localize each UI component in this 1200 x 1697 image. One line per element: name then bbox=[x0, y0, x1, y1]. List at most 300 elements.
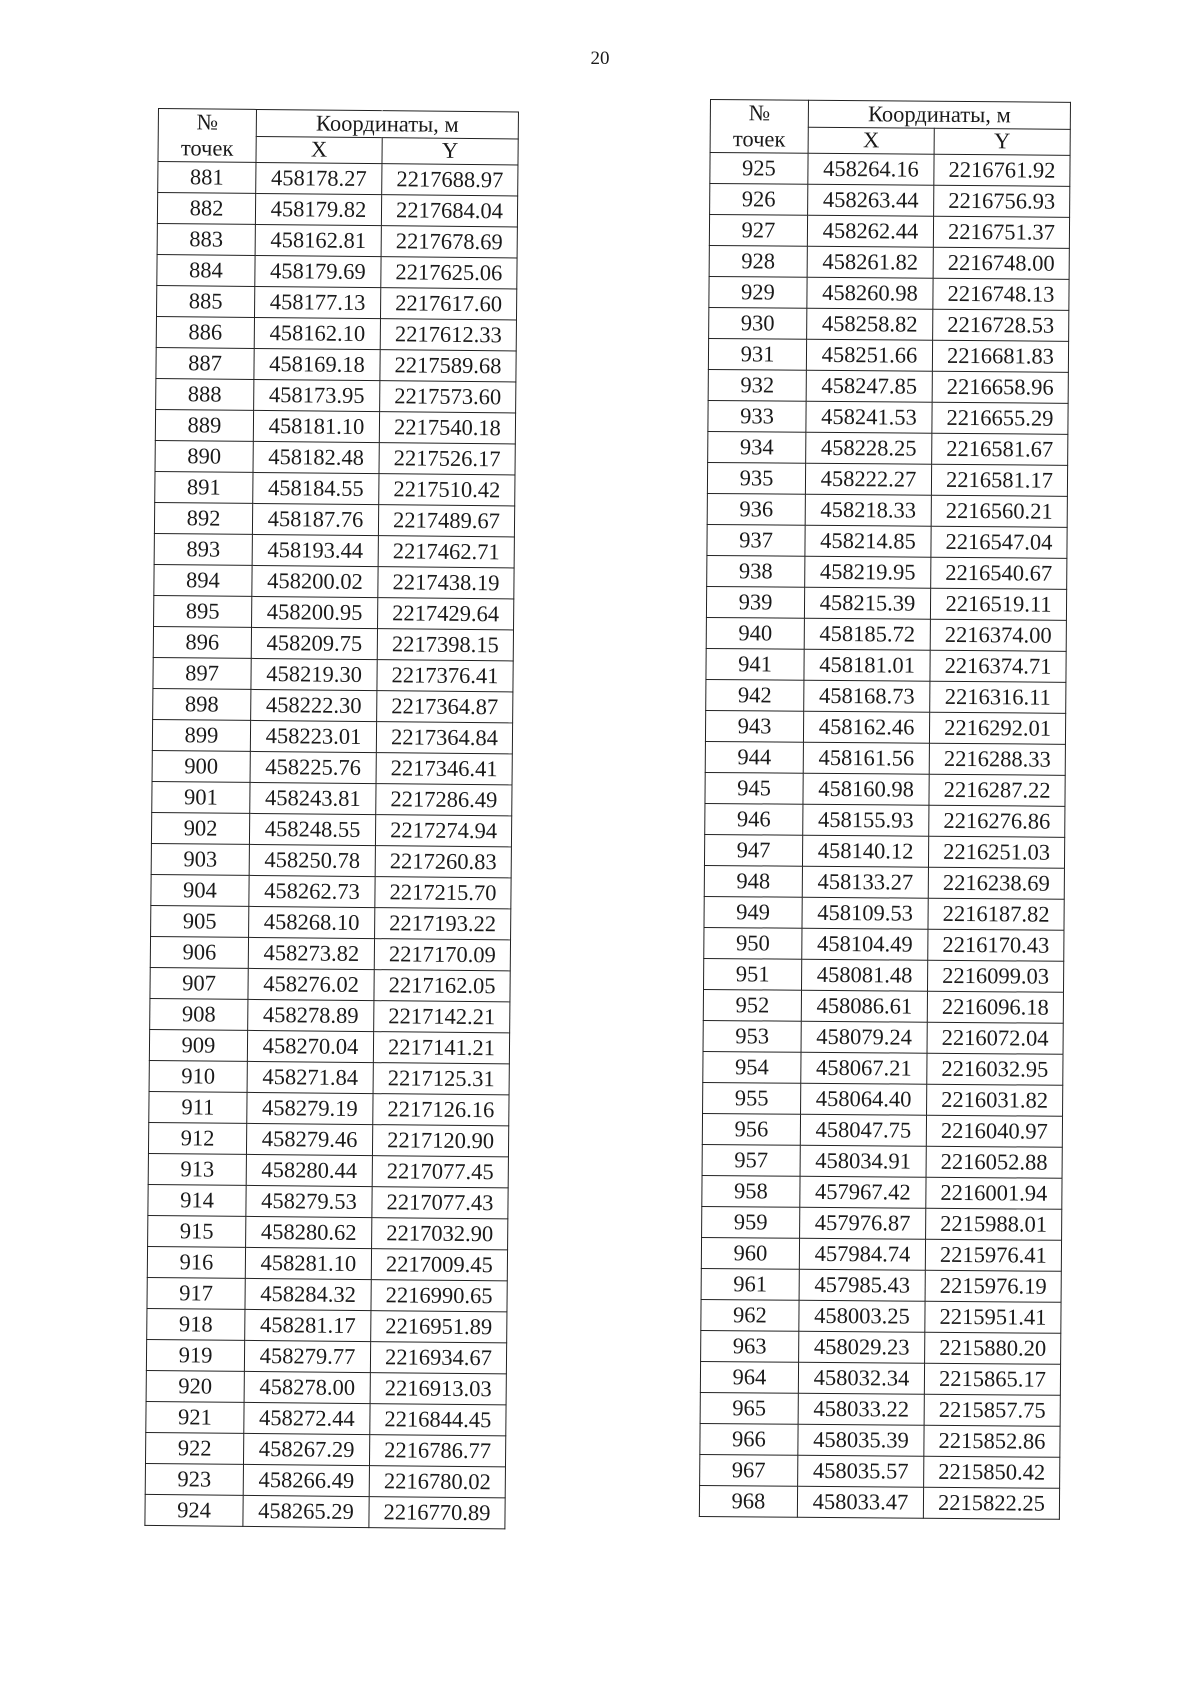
point-number-cell: 959 bbox=[702, 1206, 800, 1238]
y-coordinate-cell: 2216072.04 bbox=[927, 1022, 1063, 1054]
table-row bbox=[145, 1463, 505, 1497]
point-number-cell: 897 bbox=[153, 657, 251, 689]
point-number-cell: 891 bbox=[155, 471, 253, 503]
point-number-cell: 884 bbox=[157, 254, 255, 286]
x-coordinate-cell: 458266.49 bbox=[243, 1464, 369, 1496]
table-row bbox=[148, 1122, 508, 1156]
table-row bbox=[709, 245, 1069, 279]
number-sign-label: № bbox=[748, 100, 771, 126]
y-coordinate-cell: 2217376.41 bbox=[377, 660, 513, 692]
x-coordinate-cell: 458271.84 bbox=[247, 1061, 373, 1093]
point-number-cell: 928 bbox=[709, 245, 807, 277]
table-row bbox=[151, 874, 511, 908]
table-row bbox=[148, 1215, 508, 1249]
y-coordinate-cell: 2216052.88 bbox=[926, 1146, 1062, 1178]
table-row bbox=[149, 1091, 509, 1125]
table-row bbox=[701, 1237, 1061, 1271]
y-coordinate-cell: 2216990.65 bbox=[371, 1280, 507, 1312]
point-number-cell: 947 bbox=[704, 834, 802, 866]
x-coordinate-cell: 458181.01 bbox=[804, 649, 930, 681]
x-coordinate-cell: 458222.27 bbox=[805, 463, 931, 495]
table-row bbox=[701, 1330, 1061, 1364]
y-coordinate-cell: 2215857.75 bbox=[924, 1394, 1060, 1426]
x-coordinate-cell: 458162.46 bbox=[803, 711, 929, 743]
x-coordinate-cell: 458228.25 bbox=[806, 432, 932, 464]
table-row bbox=[154, 564, 514, 598]
y-coordinate-cell: 2216032.95 bbox=[927, 1053, 1063, 1085]
table-row bbox=[152, 750, 512, 784]
y-coordinate-cell: 2217170.09 bbox=[374, 939, 510, 971]
x-coordinate-cell: 458003.25 bbox=[799, 1300, 925, 1332]
x-coordinate-cell: 458035.57 bbox=[798, 1455, 924, 1487]
x-coordinate-cell: 457984.74 bbox=[799, 1238, 925, 1270]
y-coordinate-cell: 2217193.22 bbox=[375, 908, 511, 940]
table-row bbox=[706, 679, 1066, 713]
point-number-cell: 923 bbox=[145, 1463, 243, 1495]
table-row bbox=[707, 524, 1067, 558]
x-coordinate-cell: 458279.19 bbox=[247, 1092, 373, 1124]
point-number-header bbox=[710, 100, 808, 154]
y-coordinate-cell: 2216251.03 bbox=[928, 836, 1064, 868]
x-coordinate-cell: 458185.72 bbox=[804, 618, 930, 650]
x-coordinate-cell: 458162.81 bbox=[255, 224, 381, 256]
x-coordinate-cell: 458035.39 bbox=[798, 1424, 924, 1456]
point-number-cell: 931 bbox=[708, 338, 806, 370]
y-coordinate-cell: 2215852.86 bbox=[924, 1425, 1060, 1457]
point-number-cell: 958 bbox=[702, 1175, 800, 1207]
x-header: X bbox=[256, 136, 382, 164]
y-coordinate-cell: 2217274.94 bbox=[375, 815, 511, 847]
y-header: Y bbox=[934, 128, 1070, 156]
table-row bbox=[710, 184, 1070, 218]
point-number-cell: 920 bbox=[146, 1370, 244, 1402]
x-coordinate-cell: 458258.82 bbox=[807, 308, 933, 340]
x-coordinate-cell: 458268.10 bbox=[249, 906, 375, 938]
table-row bbox=[710, 153, 1070, 187]
point-number-cell: 941 bbox=[706, 648, 804, 680]
x-coordinate-cell: 458243.81 bbox=[250, 782, 376, 814]
x-coordinate-cell: 458187.76 bbox=[252, 503, 378, 535]
number-sign-label: № bbox=[196, 109, 219, 135]
y-coordinate-cell: 2217540.18 bbox=[379, 412, 515, 444]
point-number-cell: 901 bbox=[152, 781, 250, 813]
coordinates-header: Координаты, м bbox=[808, 100, 1070, 129]
y-coordinate-cell: 2217215.70 bbox=[375, 877, 511, 909]
y-coordinate-cell: 2215976.41 bbox=[925, 1239, 1061, 1271]
x-coordinate-cell: 458179.69 bbox=[255, 255, 381, 287]
table-row bbox=[145, 1494, 505, 1528]
point-number-cell: 890 bbox=[155, 440, 253, 472]
y-coordinate-cell: 2217286.49 bbox=[376, 784, 512, 816]
y-coordinate-cell: 2216748.00 bbox=[933, 247, 1069, 279]
table-row bbox=[146, 1401, 506, 1435]
point-number-cell: 912 bbox=[148, 1122, 246, 1154]
table-row bbox=[706, 617, 1066, 651]
table-row bbox=[701, 1268, 1061, 1302]
y-coordinate-cell: 2216540.67 bbox=[931, 557, 1067, 589]
table-row bbox=[156, 347, 516, 381]
x-coordinate-cell: 458264.16 bbox=[808, 153, 934, 185]
point-number-cell: 934 bbox=[708, 431, 806, 463]
y-coordinate-cell: 2215850.42 bbox=[924, 1456, 1060, 1488]
y-coordinate-cell: 2217510.42 bbox=[379, 474, 515, 506]
point-number-cell: 922 bbox=[145, 1432, 243, 1464]
point-number-cell: 951 bbox=[704, 958, 802, 990]
table-row bbox=[148, 1184, 508, 1218]
table-row bbox=[708, 400, 1068, 434]
table-row bbox=[701, 1299, 1061, 1333]
x-coordinate-cell: 458173.95 bbox=[254, 379, 380, 411]
point-number-cell: 952 bbox=[703, 989, 801, 1021]
point-number-cell: 902 bbox=[151, 812, 249, 844]
table-body-left bbox=[145, 162, 518, 1529]
point-number-cell: 944 bbox=[705, 741, 803, 773]
point-number-cell: 926 bbox=[710, 184, 808, 216]
y-coordinate-cell: 2216560.21 bbox=[931, 495, 1067, 527]
point-number-cell: 930 bbox=[709, 307, 807, 339]
y-coordinate-cell: 2216292.01 bbox=[929, 712, 1065, 744]
table-row bbox=[705, 741, 1065, 775]
x-coordinate-cell: 458262.73 bbox=[249, 875, 375, 907]
y-coordinate-cell: 2217009.45 bbox=[371, 1249, 507, 1281]
point-number-cell: 911 bbox=[149, 1091, 247, 1123]
x-coordinate-cell: 458047.75 bbox=[800, 1114, 926, 1146]
x-coordinate-cell: 458218.33 bbox=[805, 494, 931, 526]
y-coordinate-cell: 2217346.41 bbox=[376, 753, 512, 785]
y-coordinate-cell: 2217141.21 bbox=[373, 1032, 509, 1064]
x-coordinate-cell: 458241.53 bbox=[806, 401, 932, 433]
y-coordinate-cell: 2217438.19 bbox=[378, 567, 514, 599]
table-row bbox=[704, 896, 1064, 930]
table-row bbox=[152, 781, 512, 815]
table-row bbox=[157, 193, 517, 227]
point-number-cell: 938 bbox=[707, 555, 805, 587]
x-coordinate-cell: 458168.73 bbox=[804, 680, 930, 712]
x-coordinate-cell: 458033.22 bbox=[798, 1393, 924, 1425]
table-row bbox=[700, 1423, 1060, 1457]
y-coordinate-cell: 2217126.16 bbox=[373, 1094, 509, 1126]
y-coordinate-cell: 2216040.97 bbox=[926, 1115, 1062, 1147]
x-coordinate-cell: 458260.98 bbox=[807, 277, 933, 309]
point-number-cell: 948 bbox=[704, 865, 802, 897]
point-number-cell: 946 bbox=[705, 803, 803, 835]
table-row bbox=[156, 316, 516, 350]
y-coordinate-cell: 2217364.87 bbox=[377, 691, 513, 723]
point-number-cell: 962 bbox=[701, 1299, 799, 1331]
y-coordinate-cell: 2216913.03 bbox=[370, 1373, 506, 1405]
y-coordinate-cell: 2216001.94 bbox=[926, 1177, 1062, 1209]
y-coordinate-cell: 2215951.41 bbox=[925, 1301, 1061, 1333]
point-number-cell: 937 bbox=[707, 524, 805, 556]
x-coordinate-cell: 457976.87 bbox=[800, 1207, 926, 1239]
y-coordinate-cell: 2216934.67 bbox=[370, 1342, 506, 1374]
point-number-cell: 968 bbox=[699, 1485, 797, 1517]
point-number-cell: 886 bbox=[156, 316, 254, 348]
table-row bbox=[151, 905, 511, 939]
point-number-cell: 955 bbox=[703, 1082, 801, 1114]
table-row bbox=[703, 1020, 1063, 1054]
x-coordinate-cell: 458029.23 bbox=[799, 1331, 925, 1363]
x-coordinate-cell: 458067.21 bbox=[801, 1052, 927, 1084]
point-number-cell: 909 bbox=[149, 1029, 247, 1061]
y-header: Y bbox=[382, 137, 518, 165]
table-row bbox=[705, 772, 1065, 806]
y-coordinate-cell: 2217032.90 bbox=[372, 1218, 508, 1250]
table-row bbox=[699, 1485, 1059, 1519]
y-coordinate-cell: 2216374.00 bbox=[930, 619, 1066, 651]
table-row bbox=[707, 555, 1067, 589]
point-number-cell: 925 bbox=[710, 153, 808, 185]
x-coordinate-cell: 458133.27 bbox=[802, 866, 928, 898]
y-coordinate-cell: 2217589.68 bbox=[380, 350, 516, 382]
table-row bbox=[150, 936, 510, 970]
x-coordinate-cell: 458284.32 bbox=[245, 1278, 371, 1310]
y-coordinate-cell: 2216287.22 bbox=[929, 774, 1065, 806]
table-row bbox=[150, 998, 510, 1032]
x-coordinate-cell: 458267.29 bbox=[243, 1433, 369, 1465]
point-number-cell: 933 bbox=[708, 400, 806, 432]
table-row bbox=[702, 1175, 1062, 1209]
x-coordinate-cell: 458279.46 bbox=[246, 1123, 372, 1155]
table-row bbox=[709, 307, 1069, 341]
y-coordinate-cell: 2217077.45 bbox=[372, 1156, 508, 1188]
table-row bbox=[155, 409, 515, 443]
x-coordinate-cell: 458278.89 bbox=[248, 999, 374, 1031]
table-row bbox=[146, 1339, 506, 1373]
point-number-cell: 939 bbox=[706, 586, 804, 618]
point-number-cell: 940 bbox=[706, 617, 804, 649]
table-row bbox=[153, 626, 513, 660]
y-coordinate-cell: 2216099.03 bbox=[927, 960, 1063, 992]
x-coordinate-cell: 458225.76 bbox=[250, 751, 376, 783]
point-number-cell: 945 bbox=[705, 772, 803, 804]
x-coordinate-cell: 458193.44 bbox=[252, 534, 378, 566]
point-number-cell: 917 bbox=[147, 1277, 245, 1309]
x-coordinate-cell: 458032.34 bbox=[798, 1362, 924, 1394]
coordinates-table-left bbox=[144, 108, 519, 1529]
point-number-cell: 964 bbox=[700, 1361, 798, 1393]
y-coordinate-cell: 2217429.64 bbox=[378, 598, 514, 630]
y-coordinate-cell: 2215988.01 bbox=[926, 1208, 1062, 1240]
x-coordinate-cell: 458262.44 bbox=[807, 215, 933, 247]
y-coordinate-cell: 2216374.71 bbox=[930, 650, 1066, 682]
table-row bbox=[700, 1392, 1060, 1426]
x-coordinate-cell: 458182.48 bbox=[253, 441, 379, 473]
table-row bbox=[151, 812, 511, 846]
table-row bbox=[707, 493, 1067, 527]
table-row bbox=[145, 1432, 505, 1466]
point-number-cell: 893 bbox=[154, 533, 252, 565]
table-row bbox=[709, 215, 1069, 249]
point-number-cell: 908 bbox=[150, 998, 248, 1030]
point-number-cell: 936 bbox=[707, 493, 805, 525]
x-coordinate-cell: 458251.66 bbox=[806, 339, 932, 371]
point-number-header bbox=[158, 109, 257, 163]
point-number-cell: 932 bbox=[708, 369, 806, 401]
table-row bbox=[704, 927, 1064, 961]
y-coordinate-cell: 2215976.19 bbox=[925, 1270, 1061, 1302]
x-coordinate-cell: 458272.44 bbox=[244, 1402, 370, 1434]
y-coordinate-cell: 2215865.17 bbox=[924, 1363, 1060, 1395]
x-coordinate-cell: 458279.53 bbox=[246, 1185, 372, 1217]
y-coordinate-cell: 2216780.02 bbox=[369, 1466, 505, 1498]
table-body-right bbox=[699, 153, 1070, 1520]
point-number-cell: 929 bbox=[709, 276, 807, 308]
y-coordinate-cell: 2216238.69 bbox=[928, 867, 1064, 899]
table-row bbox=[157, 254, 517, 288]
x-coordinate-cell: 458215.39 bbox=[804, 587, 930, 619]
x-coordinate-cell: 458219.30 bbox=[251, 658, 377, 690]
point-number-cell: 942 bbox=[706, 679, 804, 711]
y-coordinate-cell: 2216951.89 bbox=[371, 1311, 507, 1343]
table-row bbox=[149, 1060, 509, 1094]
y-coordinate-cell: 2217688.97 bbox=[382, 164, 518, 196]
table-row bbox=[153, 688, 513, 722]
y-coordinate-cell: 2217162.05 bbox=[374, 970, 510, 1002]
table-row bbox=[707, 462, 1067, 496]
table-row bbox=[156, 378, 516, 412]
y-coordinate-cell: 2217125.31 bbox=[373, 1063, 509, 1095]
table-row bbox=[149, 1029, 509, 1063]
table-row bbox=[703, 989, 1063, 1023]
point-number-cell: 965 bbox=[700, 1392, 798, 1424]
y-coordinate-cell: 2217625.06 bbox=[381, 257, 517, 289]
point-number-cell: 894 bbox=[154, 564, 252, 596]
x-coordinate-cell: 458184.55 bbox=[253, 472, 379, 504]
y-coordinate-cell: 2216756.93 bbox=[934, 185, 1070, 217]
y-coordinate-cell: 2217462.71 bbox=[378, 536, 514, 568]
table-row bbox=[708, 369, 1068, 403]
point-number-cell: 905 bbox=[151, 905, 249, 937]
y-coordinate-cell: 2215822.25 bbox=[923, 1487, 1059, 1519]
y-coordinate-cell: 2217260.83 bbox=[375, 846, 511, 878]
table-row bbox=[704, 958, 1064, 992]
x-header: X bbox=[808, 127, 934, 154]
x-coordinate-cell: 458276.02 bbox=[248, 968, 374, 1000]
x-coordinate-cell: 458179.82 bbox=[255, 193, 381, 225]
point-number-cell: 907 bbox=[150, 967, 248, 999]
point-number-cell: 882 bbox=[157, 193, 255, 225]
point-number-cell: 961 bbox=[701, 1268, 799, 1300]
table-row bbox=[151, 843, 511, 877]
point-number-cell: 896 bbox=[153, 626, 251, 658]
point-number-cell: 885 bbox=[156, 285, 254, 317]
point-number-cell: 899 bbox=[152, 719, 250, 751]
point-number-cell: 919 bbox=[146, 1339, 244, 1371]
point-number-cell: 950 bbox=[704, 927, 802, 959]
x-coordinate-cell: 458200.95 bbox=[252, 596, 378, 628]
point-number-cell: 943 bbox=[705, 710, 803, 742]
table-row bbox=[709, 276, 1069, 310]
table-row bbox=[705, 710, 1065, 744]
x-coordinate-cell: 458177.13 bbox=[254, 286, 380, 318]
x-coordinate-cell: 458064.40 bbox=[801, 1083, 927, 1115]
x-coordinate-cell: 458200.02 bbox=[252, 565, 378, 597]
point-number-cell: 957 bbox=[702, 1144, 800, 1176]
table-row bbox=[708, 338, 1068, 372]
x-coordinate-cell: 458209.75 bbox=[251, 627, 377, 659]
point-number-cell: 888 bbox=[156, 378, 254, 410]
point-number-cell: 881 bbox=[158, 162, 256, 194]
point-number-cell: 904 bbox=[151, 874, 249, 906]
table-row bbox=[704, 834, 1064, 868]
table-row bbox=[157, 223, 517, 257]
page-number: 20 bbox=[590, 48, 610, 69]
y-coordinate-cell: 2217526.17 bbox=[379, 443, 515, 475]
y-coordinate-cell: 2216187.82 bbox=[928, 898, 1064, 930]
table-row bbox=[700, 1454, 1060, 1488]
x-coordinate-cell: 458250.78 bbox=[249, 844, 375, 876]
y-coordinate-cell: 2217364.84 bbox=[376, 722, 512, 754]
point-number-cell: 892 bbox=[154, 502, 252, 534]
y-coordinate-cell: 2216547.04 bbox=[931, 526, 1067, 558]
table-row bbox=[158, 162, 518, 196]
x-coordinate-cell: 458222.30 bbox=[251, 689, 377, 721]
x-coordinate-cell: 458214.85 bbox=[805, 525, 931, 557]
table-row bbox=[706, 648, 1066, 682]
y-coordinate-cell: 2216786.77 bbox=[369, 1435, 505, 1467]
x-coordinate-cell: 458178.27 bbox=[256, 162, 382, 194]
table-row bbox=[703, 1082, 1063, 1116]
y-coordinate-cell: 2217398.15 bbox=[377, 629, 513, 661]
y-coordinate-cell: 2216681.83 bbox=[932, 340, 1068, 372]
table-row bbox=[708, 431, 1068, 465]
y-coordinate-cell: 2216751.37 bbox=[933, 216, 1069, 248]
point-number-cell: 963 bbox=[701, 1330, 799, 1362]
y-coordinate-cell: 2217077.43 bbox=[372, 1187, 508, 1219]
table-row bbox=[148, 1153, 508, 1187]
y-coordinate-cell: 2217612.33 bbox=[380, 319, 516, 351]
table-row bbox=[154, 533, 514, 567]
y-coordinate-cell: 2216748.13 bbox=[933, 278, 1069, 310]
x-coordinate-cell: 458247.85 bbox=[806, 370, 932, 402]
table-row bbox=[152, 719, 512, 753]
point-number-cell: 954 bbox=[703, 1051, 801, 1083]
x-coordinate-cell: 458034.91 bbox=[800, 1145, 926, 1177]
x-coordinate-cell: 458248.55 bbox=[249, 813, 375, 845]
point-number-cell: 949 bbox=[704, 896, 802, 928]
y-coordinate-cell: 2216844.45 bbox=[370, 1404, 506, 1436]
x-coordinate-cell: 458280.44 bbox=[246, 1154, 372, 1186]
x-coordinate-cell: 458079.24 bbox=[801, 1021, 927, 1053]
point-number-cell: 889 bbox=[155, 409, 253, 441]
y-coordinate-cell: 2217573.60 bbox=[380, 381, 516, 413]
table-row bbox=[150, 967, 510, 1001]
x-coordinate-cell: 458104.49 bbox=[802, 928, 928, 960]
y-coordinate-cell: 2217678.69 bbox=[381, 226, 517, 258]
x-coordinate-cell: 458155.93 bbox=[803, 804, 929, 836]
point-number-cell: 914 bbox=[148, 1184, 246, 1216]
y-coordinate-cell: 2215880.20 bbox=[925, 1332, 1061, 1364]
x-coordinate-cell: 458219.95 bbox=[805, 556, 931, 588]
point-number-cell: 935 bbox=[707, 462, 805, 494]
table-row bbox=[147, 1246, 507, 1280]
y-coordinate-cell: 2216655.29 bbox=[932, 402, 1068, 434]
table-row bbox=[702, 1144, 1062, 1178]
table-row bbox=[705, 803, 1065, 837]
table-row bbox=[154, 595, 514, 629]
y-coordinate-cell: 2216761.92 bbox=[934, 154, 1070, 186]
x-coordinate-cell: 458033.47 bbox=[797, 1486, 923, 1518]
y-coordinate-cell: 2216581.17 bbox=[931, 464, 1067, 496]
point-number-cell: 895 bbox=[154, 595, 252, 627]
point-number-cell: 915 bbox=[148, 1215, 246, 1247]
table-row bbox=[146, 1370, 506, 1404]
y-coordinate-cell: 2217120.90 bbox=[372, 1125, 508, 1157]
point-number-cell: 916 bbox=[147, 1246, 245, 1278]
x-coordinate-cell: 458280.62 bbox=[246, 1216, 372, 1248]
table-row bbox=[156, 285, 516, 319]
